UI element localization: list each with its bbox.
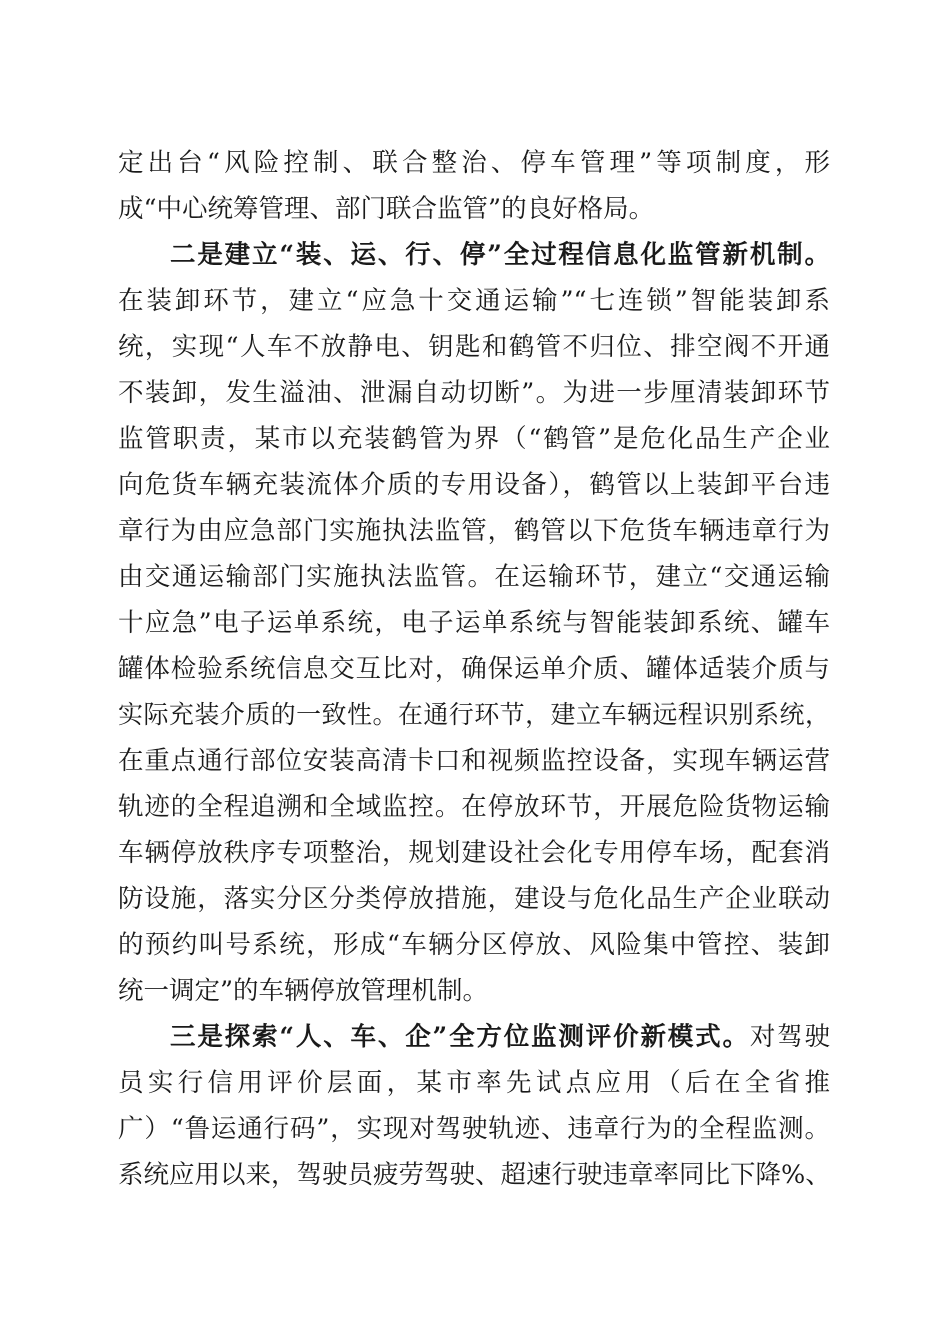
text-line <box>118 189 830 229</box>
text-segment: 在装卸环节，建立“应急十交通运输”“七连锁”智能装卸系 <box>118 286 830 316</box>
text-line <box>118 971 830 1011</box>
text-segment: 的预约叫号系统，形成“车辆分区停放、风险集中管控、装卸 <box>118 930 830 960</box>
text-line <box>118 925 830 965</box>
text-line <box>118 1063 830 1103</box>
text-line <box>118 1155 830 1195</box>
text-segment: 定出台“风险控制、联合整治、停车管理”等项制度，形 <box>118 148 830 178</box>
text-line <box>118 143 830 183</box>
text-segment: 防设施，落实分区分类停放措施，建设与危化品生产企业联动 <box>118 884 830 914</box>
text-segment-bold: 二是建立“装、运、行、停”全过程信息化监管新机制。 <box>170 240 830 270</box>
text-segment: 统，实现“人车不放静电、钥匙和鹤管不归位、排空阀不开通 <box>118 332 830 362</box>
text-segment: 统一调定”的车辆停放管理机制。 <box>118 976 489 1006</box>
text-line <box>118 603 830 643</box>
text-line <box>118 281 830 321</box>
text-line <box>118 879 830 919</box>
text-segment: 成“中心统筹管理、部门联合监管”的良好格局。 <box>118 194 655 224</box>
text-segment: 章行为由应急部门实施执法监管，鹤管以下危货车辆违章行为 <box>118 516 830 546</box>
text-line <box>118 557 830 597</box>
text-line <box>118 511 830 551</box>
text-line <box>118 649 830 689</box>
text-line <box>118 419 830 459</box>
text-line <box>118 787 830 827</box>
text-segment: 罐体检验系统信息交互比对，确保运单介质、罐体适装介质与 <box>118 654 830 684</box>
text-segment: 十应急”电子运单系统，电子运单系统与智能装卸系统、罐车 <box>118 608 830 638</box>
text-segment: 广）“鲁运通行码”，实现对驾驶轨迹、违章行为的全程监测。 <box>118 1114 830 1144</box>
text-line <box>170 235 830 275</box>
text-segment: 向危货车辆充装流体介质的专用设备），鹤管以上装卸平台违 <box>118 470 830 500</box>
text-line <box>118 695 830 735</box>
text-segment: 实际充装介质的一致性。在通行环节，建立车辆远程识别系统， <box>118 700 830 729</box>
text-line <box>170 1017 830 1057</box>
text-segment: 车辆停放秩序专项整治，规划建设社会化专用停车场，配套消 <box>118 838 830 868</box>
text-segment: 轨迹的全程追溯和全域监控。在停放环节，开展危险货物运输 <box>118 792 830 822</box>
text-segment-bold: 三是探索“人、车、企”全方位监测评价新模式。 <box>170 1022 750 1052</box>
text-line <box>118 1109 830 1149</box>
text-line <box>118 741 830 781</box>
text-line <box>118 833 830 873</box>
text-line <box>118 327 830 367</box>
text-line <box>118 373 830 413</box>
text-line <box>118 465 830 505</box>
text-segment: 对驾驶 <box>749 1022 830 1052</box>
text-segment: 在重点通行部位安装高清卡口和视频监控设备，实现车辆运营 <box>118 746 830 776</box>
text-segment: 监管职责，某市以充装鹤管为界（“鹤管”是危化品生产企业 <box>118 424 830 454</box>
text-segment: 员实行信用评价层面，某市率先试点应用（后在全省推 <box>118 1068 830 1098</box>
text-segment: 由交通运输部门实施执法监管。在运输环节，建立“交通运输 <box>118 562 830 592</box>
text-segment: 不装卸，发生溢油、泄漏自动切断”。为进一步厘清装卸环节 <box>118 378 830 408</box>
text-segment: 系统应用以来，驾驶员疲劳驾驶、超速行驶违章率同比下降%、 <box>118 1160 831 1190</box>
